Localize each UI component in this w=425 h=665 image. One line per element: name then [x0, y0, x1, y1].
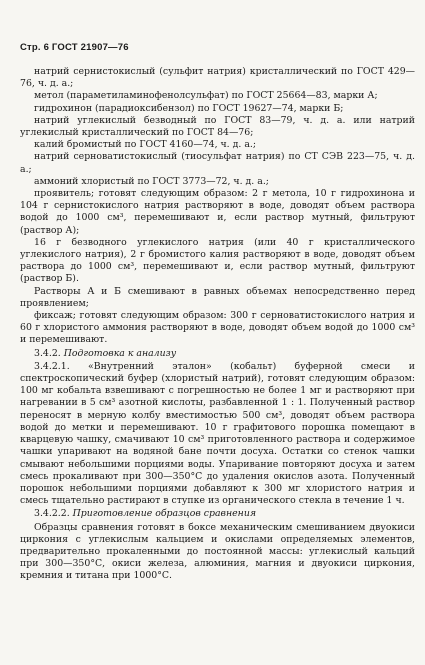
section-3-4-2-heading	[20, 348, 415, 360]
section-3-4-2-number: 3.4.2.	[34, 347, 61, 359]
section-3-4-2-1-number: 3.4.2.1.	[34, 360, 70, 372]
section-3-4-2-1-text: «Внутренний эталон» (кобальт) буферной смеси и спектроскопический буфер (хлористый натрий), готовят следующим образом: 100 мг кобальта взвешивают с погрешностью не более 1 мг и растворяют при нагревании в 5 см³ азотной кислоты, разбавленной 1 : 1. Полученный раствор переносят в мерную колбу вместимостью 500 см³, доводят объем раствора водой до метки и перемешивают. 10 г графитового порошка помещают в кварцевую чашку, смачивают 10 см³ приготовленного раствора и содержимое чашки упаривают на водяной бане почти досуха. Остатки со стенок чашки смывают небольшими порциями воды. Упаривание повторяют досуха и затем смесь прокаливают при 300—350°С до удаления окислов азота. Полученный порошок небольшими порциями добавляют к 300 мг хлористого натрия и смесь тщательно растирают в ступке из органического стекла в течение 1 ч.	[20, 360, 415, 507]
reagent-potassium-bromide: калий бромистый по ГОСТ 4160—74, ч. д. а.;	[34, 139, 257, 151]
reagent-sodium-carbonate: натрий углекислый безводный по ГОСТ 83—79, ч. д. а. или натрий углекислый кристаллический по ГОСТ 84—76;	[20, 114, 415, 139]
section-3-4-2-2-heading	[20, 508, 415, 520]
reagent-metol: метол (параметиламинофенолсульфат) по ГОСТ 25664—83, марки А;	[34, 90, 378, 102]
fixer-solution: фиксаж; готовят следующим образом: 300 г серноватистокислого натрия и 60 г хлористого аммония растворяют в воде, доводят объем водой до 1000 см³ и перемешивают.	[20, 310, 415, 346]
reagent-sodium-thiosulfate: натрий серноватистокислый (тиосульфат натрия) по СТ СЭВ 223—75, ч. д. а.;	[20, 151, 415, 175]
section-3-4-2-2-number: 3.4.2.2.	[34, 508, 70, 520]
developer-solution-b: 16 г безводного углекислого натрия (или 40 г кристаллического углекислого натрия), 2 г бромистого калия растворяют в воде, доводят объем раствора до 1000 см³, перемешивают и, если раствор мутный, фильтруют (раствор Б).	[20, 236, 415, 285]
reagent-hydroquinone: гидрохинон (парадиоксибензол) по ГОСТ 19627—74, марки Б;	[34, 102, 344, 114]
section-3-4-2-1	[20, 361, 415, 507]
section-3-4-2-2-text: Образцы сравнения готовят в боксе механическим смешиванием двуокиси циркония с углекислым кальцием и окислами определяемых элементов, предварительно прокаленными до постоянной массы: углекислый кальций при 300—350°С, окиси железа, алюминия, магния и двуокиси циркония, кремния и титана при 1000°С.	[20, 521, 415, 582]
page-header: Стр. 6 ГОСТ 21907—76	[20, 42, 129, 53]
section-3-4-2-2-title: Приготовление образцов сравнения	[72, 508, 257, 520]
document-body	[20, 66, 415, 583]
reagent-sodium-sulfite: натрий сернистокислый (сульфит натрия) кристаллический по ГОСТ 429—76, ч. д. а.;	[20, 66, 415, 90]
reagent-ammonium-chloride: аммоний хлористый по ГОСТ 3773—72, ч. д. а.;	[34, 175, 269, 187]
section-3-4-2-title: Подготовка к анализу	[63, 347, 177, 359]
developer-solution-a: проявитель; готовят следующим образом: 2 г метола, 10 г гидрохинона и 104 г сернистокислого натрия растворяют в воде, доводят объем раствора водой до 1000 см³, перемешивают и, если раствор мутный, фильтруют (раствор А);	[20, 188, 415, 236]
solutions-mixing: Растворы А и Б смешивают в равных объемах непосредственно перед проявлением;	[20, 285, 415, 309]
